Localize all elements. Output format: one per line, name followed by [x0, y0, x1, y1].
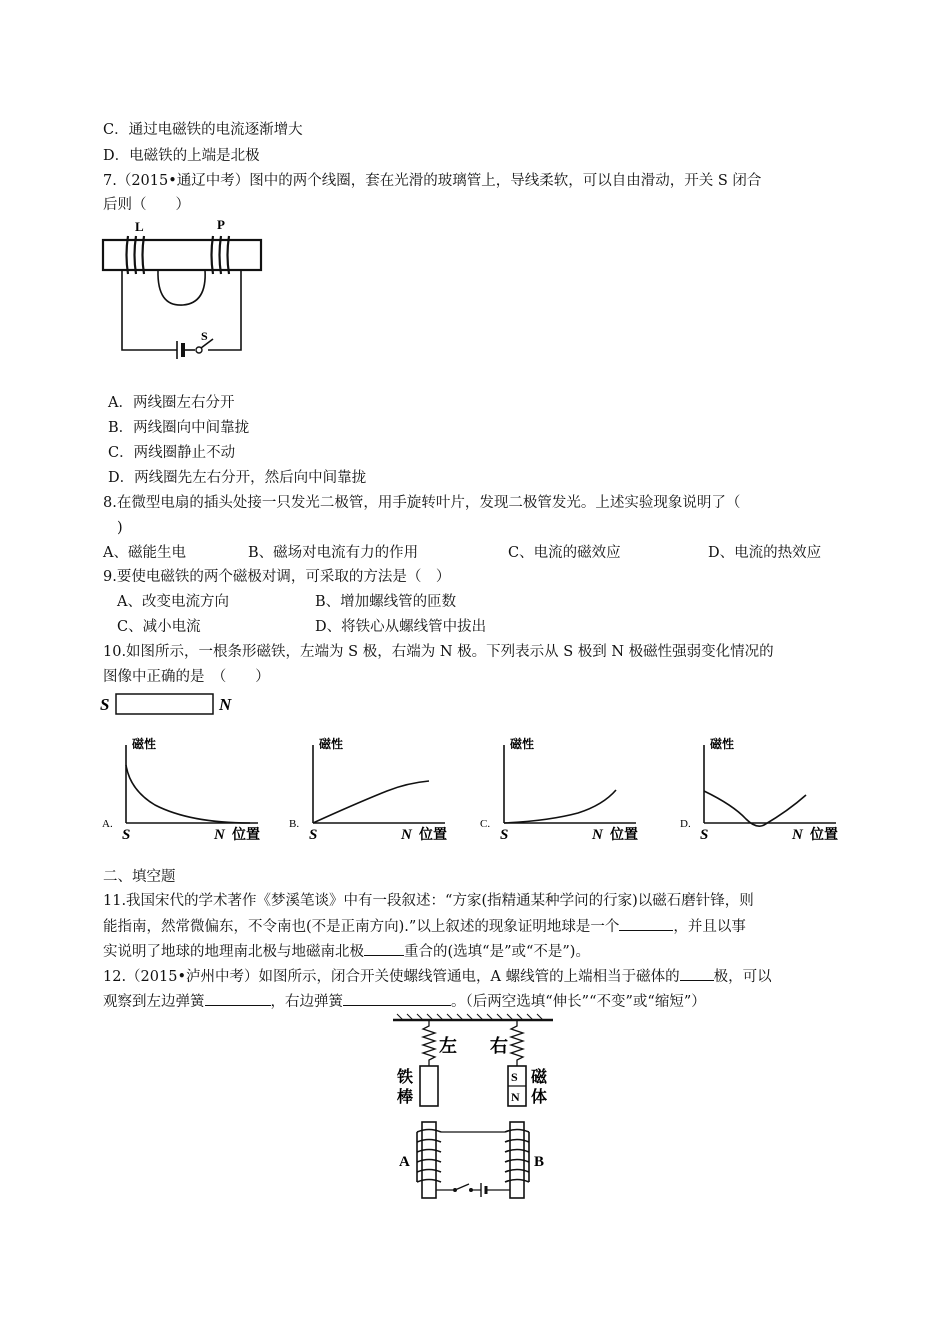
x-axis-label: 位置 — [419, 828, 447, 843]
q8-option-b: B、磁场对电流有力的作用 — [248, 545, 419, 561]
section-title: 二、填空题 — [103, 869, 176, 885]
magnet-s-label: S — [100, 695, 110, 714]
graph-curve — [313, 781, 429, 823]
coil-p — [212, 236, 230, 274]
q11-line1: 11.我国宋代的学术著作《梦溪笔谈》中有一段叙述：“方家(指精通某种学问的行家)以磁石磨针锋，则 — [103, 893, 754, 909]
q9-stem: 9.要使电磁铁的两个磁极对调，可采取的方法是（ ） — [103, 569, 451, 585]
q12-blank-2[interactable] — [205, 991, 271, 1006]
magnet-s: S — [511, 1070, 518, 1084]
bar-magnet-figure — [98, 690, 248, 720]
q12-line2-b: ，右边弹簧 — [270, 994, 343, 1010]
solenoid-b-coil — [505, 1130, 529, 1183]
option-label: D. — [680, 818, 691, 830]
x-axis-label: 位置 — [610, 828, 638, 843]
x-tick-s: S — [122, 827, 131, 843]
q7-stem-line2: 后则（ ） — [103, 197, 190, 213]
iron-bar — [420, 1066, 438, 1106]
q7-option-a: A．两线圈左右分开 — [108, 395, 235, 411]
y-axis-label: 磁性 — [510, 737, 535, 751]
graph-option-4 — [678, 735, 853, 845]
solenoid-a-coil — [417, 1130, 441, 1183]
q12-line1-end: 极，可以 — [713, 969, 772, 985]
q7-option-d: D．两线圈先左右分开，然后向中间靠拢 — [108, 470, 367, 486]
q11-line2-end: ，并且以事 — [673, 919, 746, 935]
q9-option-b: B、增加螺线管的匝数 — [315, 594, 457, 610]
q12-blank-1[interactable] — [680, 966, 714, 981]
label-b: B — [534, 1154, 545, 1170]
label-mag-2: 体 — [531, 1089, 548, 1106]
x-tick-s: S — [309, 827, 318, 843]
bar-magnet — [116, 694, 213, 714]
x-tick-n: N — [401, 827, 412, 843]
q12-blank-3[interactable] — [343, 991, 451, 1006]
q10-stem-line2: 图像中正确的是 （ ） — [103, 669, 270, 685]
q11-line3-text: 实说明了地球的地理南北极与地磁南北极 — [103, 944, 364, 960]
q9-option-c: C、减小电流 — [117, 619, 201, 635]
q7-stem-line1: 7.（2015•通辽中考）图中的两个线圈，套在光滑的玻璃管上，导线柔软，可以自由滑动，开关 S 闭合 — [103, 173, 762, 189]
q12-line2 — [103, 991, 706, 1012]
graph-option-1 — [100, 735, 275, 845]
connecting-wire — [158, 270, 205, 305]
option-label: A. — [102, 818, 113, 830]
x-tick-n: N — [792, 827, 803, 843]
graph-curve — [126, 765, 250, 823]
q11-line2 — [103, 916, 746, 937]
left-spring — [423, 1020, 435, 1066]
option-label: C. — [480, 818, 491, 830]
x-tick-s: S — [700, 827, 709, 843]
q12-line1-text: 12.（2015•泸州中考）如图所示，闭合开关使螺线管通电，A 螺线管的上端相当于磁体的 — [103, 969, 680, 985]
q12-line2-a: 观察到左边弹簧 — [103, 994, 205, 1010]
x-axis-label: 位置 — [810, 828, 838, 843]
q7-circuit-figure — [95, 215, 270, 360]
q7-option-c: C．两线圈静止不动 — [108, 445, 236, 461]
y-axis-label: 磁性 — [132, 737, 157, 751]
q11-line2-text: 能指南，然常微偏东，不令南也(不是正南方向).”以上叙述的现象证明地球是一个 — [103, 919, 620, 935]
graph-option-3 — [478, 735, 653, 845]
x-tick-s: S — [500, 827, 509, 843]
graph-option-2 — [287, 735, 462, 845]
x-axis-label: 位置 — [232, 828, 260, 843]
q11-blank-1[interactable] — [619, 916, 673, 931]
q12-spring-figure — [393, 1014, 558, 1204]
label-s: S — [201, 329, 208, 343]
circuit-wire — [122, 270, 177, 350]
label-right: 右 — [490, 1036, 508, 1056]
q12-line1 — [103, 966, 772, 987]
label-l: L — [135, 219, 144, 234]
x-tick-n: N — [214, 827, 225, 843]
right-spring — [511, 1020, 523, 1066]
q11-blank-2[interactable] — [364, 941, 404, 956]
y-axis-label: 磁性 — [319, 737, 344, 751]
magnet-n-label: N — [219, 695, 232, 714]
graph-curve — [704, 791, 806, 826]
label-mag-1: 磁 — [531, 1069, 548, 1086]
q8-stem-line1: 8.在微型电扇的插头处接一只发光二极管，用手旋转叶片，发现二极管发光。上述实验现象说明了（ — [103, 495, 741, 511]
option-label: B. — [289, 818, 300, 830]
y-axis-label: 磁性 — [710, 737, 735, 751]
coil-l — [127, 236, 145, 274]
label-iron-1: 铁 — [397, 1069, 414, 1086]
q7-option-b: B．两线圈向中间靠拢 — [108, 420, 250, 436]
magnet-n: N — [511, 1090, 520, 1104]
q6-option-d: D．电磁铁的上端是北极 — [103, 148, 260, 164]
q8-option-a: A、磁能生电 — [103, 545, 186, 561]
x-tick-n: N — [592, 827, 603, 843]
q8-option-c: C、电流的磁效应 — [508, 545, 621, 561]
label-p: P — [217, 217, 225, 232]
q12-line2-c: 。（后两空选填“伸长”“不变”或“缩短”） — [451, 994, 706, 1010]
label-left: 左 — [439, 1036, 457, 1056]
q10-stem-line1: 10.如图所示，一根条形磁铁，左端为 S 极，右端为 N 极。下列表示从 S 极到 N 极磁性强弱变化情况的 — [103, 644, 774, 660]
q8-stem-line2: ) — [117, 520, 123, 536]
q11-line3 — [103, 941, 590, 962]
q8-option-d: D、电流的热效应 — [708, 545, 822, 561]
graph-curve — [504, 790, 616, 823]
label-a: A — [399, 1154, 410, 1170]
label-iron-2: 棒 — [397, 1089, 414, 1106]
q11-line3-end: 重合的(选填“是”或“不是”)。 — [404, 944, 590, 960]
q9-option-d: D、将铁心从螺线管中拔出 — [315, 619, 487, 635]
q6-option-c: C．通过电磁铁的电流逐渐增大 — [103, 122, 303, 138]
q9-option-a: A、改变电流方向 — [117, 594, 229, 610]
